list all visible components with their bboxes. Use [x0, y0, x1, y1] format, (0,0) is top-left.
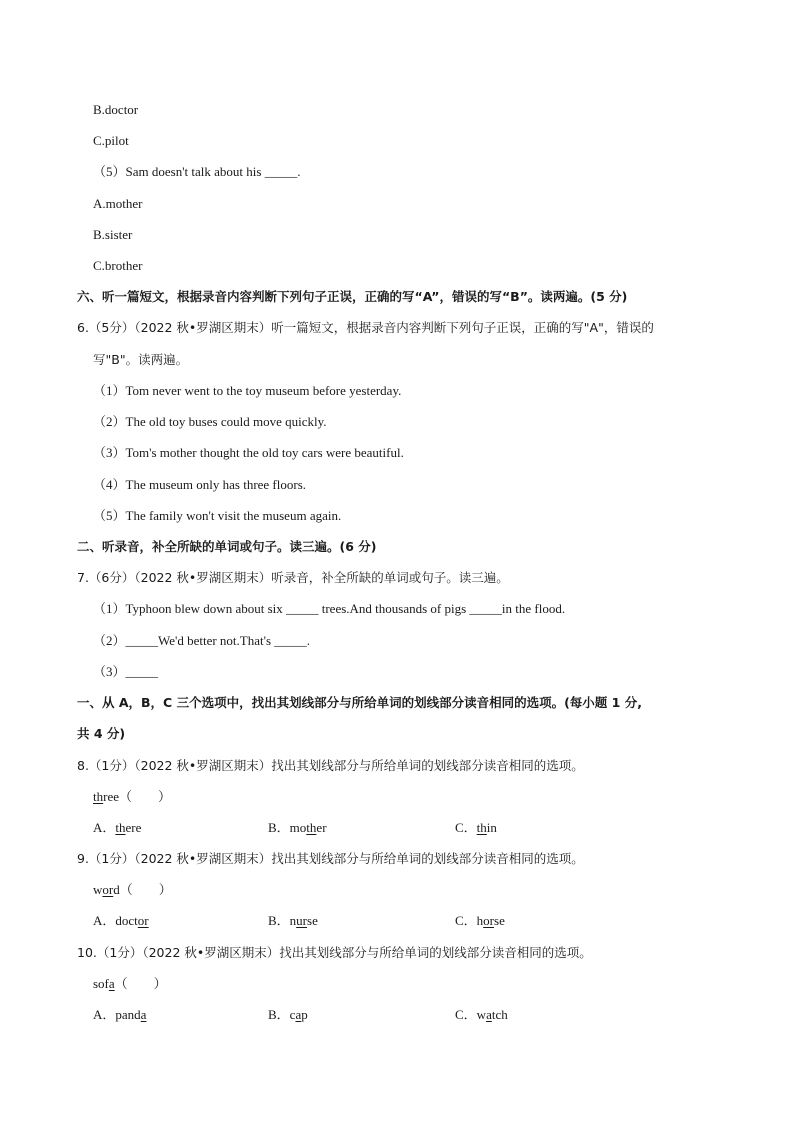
section-1-heading-cont: 共 4 分) [77, 726, 126, 741]
section-6-heading: 六、听一篇短文，根据录音内容判断下列句子正误，正确的写“A”，错误的写“B”。读两遍。(5 分) [77, 289, 628, 304]
question-7-stem: 7.（6分）（2022 秋•罗湖区期末）听录音，补全所缺的单词或句子。读三遍。 [77, 570, 509, 585]
q9-option-c[interactable]: C．horse [455, 913, 505, 928]
q6-item-4: （4）The museum only has three floors. [93, 477, 307, 492]
q7-item-1: （1）Typhoon blew down about six _____ trees.And thousands of pigs _____in the flood. [93, 601, 566, 616]
option-b-doctor: B.doctor [93, 102, 139, 117]
q6-item-1: （1）Tom never went to the toy museum before yesterday. [93, 383, 402, 398]
question-9-word: word（ ） [93, 882, 172, 897]
q7-item-2: （2）_____We'd better not.That's _____. [93, 633, 311, 648]
section-2-heading: 二、听录音，补全所缺的单词或句子。读三遍。(6 分) [77, 539, 377, 554]
question-6-stem: 6.（5分）（2022 秋•罗湖区期末）听一篇短文，根据录音内容判断下列句子正误，正确的写"A"，错误的 [77, 320, 654, 335]
question-6-stem-cont: 写"B"。读两遍。 [93, 352, 189, 367]
q7-item-3: （3）_____ [93, 664, 159, 679]
q8-option-c[interactable]: C．thin [455, 820, 497, 835]
q8-option-b[interactable]: B．mother [268, 820, 327, 835]
question-8-stem: 8.（1分）（2022 秋•罗湖区期末）找出其划线部分与所给单词的划线部分读音相同的选项。 [77, 758, 584, 773]
option-c-pilot: C.pilot [93, 133, 129, 148]
q6-item-5: （5）The family won't visit the museum again. [93, 508, 342, 523]
question-9-stem: 9.（1分）（2022 秋•罗湖区期末）找出其划线部分与所给单词的划线部分读音相同的选项。 [77, 851, 584, 866]
option-a-mother: A.mother [93, 196, 143, 211]
q10-option-b[interactable]: B．cap [268, 1007, 308, 1022]
q6-item-3: （3）Tom's mother thought the old toy cars were beautiful. [93, 445, 404, 460]
question-5-sub5: （5）Sam doesn't talk about his _____. [93, 164, 301, 179]
question-10-stem: 10.（1分）（2022 秋•罗湖区期末）找出其划线部分与所给单词的划线部分读音相同的选项。 [77, 945, 592, 960]
section-1-heading: 一、从 A，B，C 三个选项中，找出其划线部分与所给单词的划线部分读音相同的选项。(每小题 1 分, [77, 695, 642, 710]
q8-option-a[interactable]: A．there [93, 820, 142, 835]
q10-option-a[interactable]: A．panda [93, 1007, 147, 1022]
question-10-word: sofa（ ） [93, 976, 167, 991]
question-8-word: three（ ） [93, 789, 172, 804]
q6-item-2: （2）The old toy buses could move quickly. [93, 414, 327, 429]
option-b-sister: B.sister [93, 227, 133, 242]
q9-option-b[interactable]: B．nurse [268, 913, 318, 928]
q9-option-a[interactable]: A．doctor [93, 913, 149, 928]
option-c-brother: C.brother [93, 258, 143, 273]
q10-option-c[interactable]: C．watch [455, 1007, 508, 1022]
